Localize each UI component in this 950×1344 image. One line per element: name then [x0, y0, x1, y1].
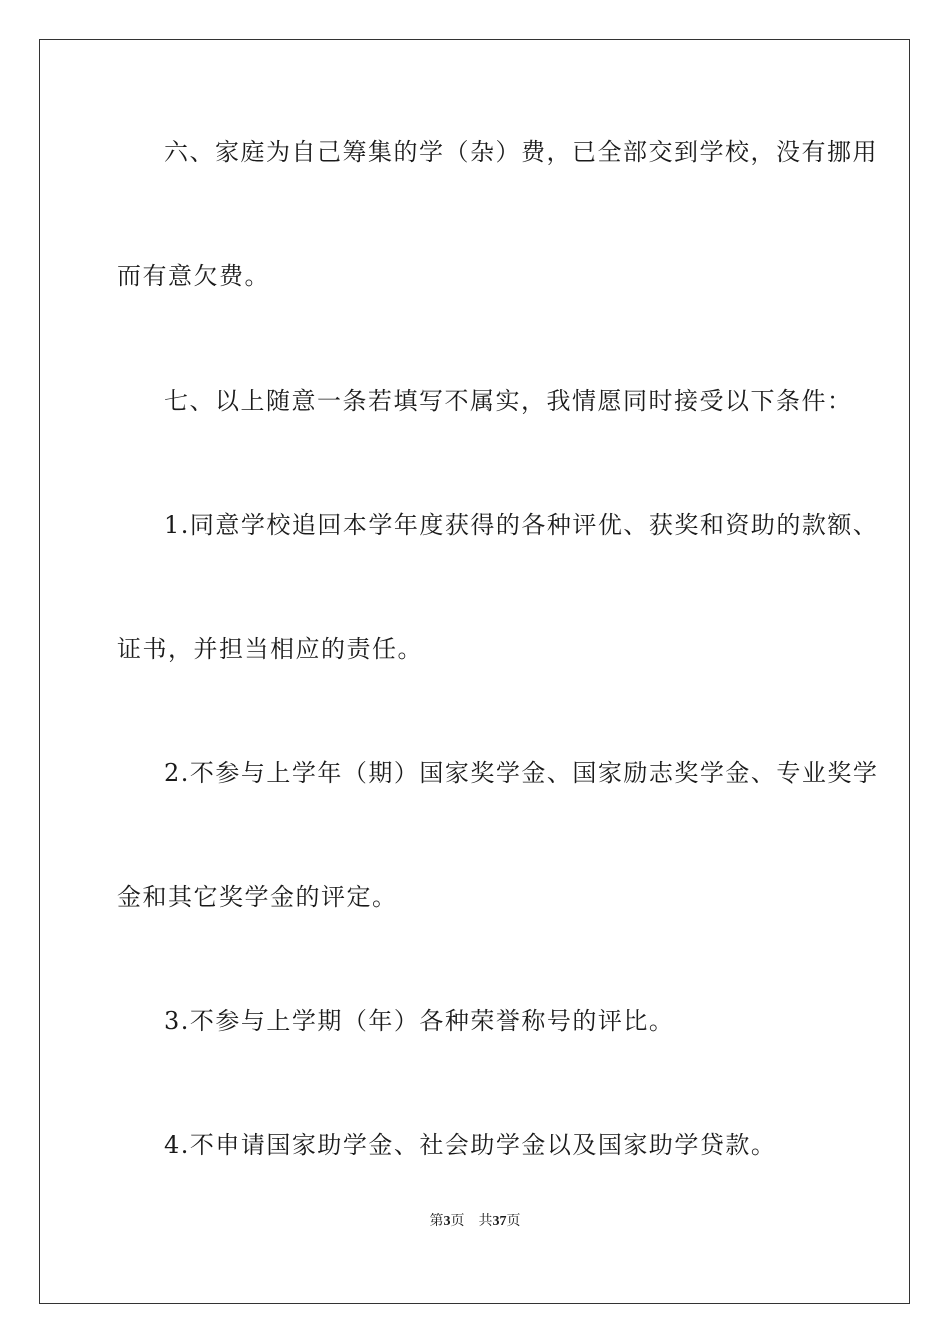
list-item-1: 1.同意学校追回本学年度获得的各种评优、获奖和资助的款额、 — [164, 511, 879, 539]
footer-total-suffix: 页 — [506, 1214, 521, 1229]
paragraph-line-6: 六、家庭为自己筹集的学（杂）费，已全部交到学校，没有挪用 — [164, 138, 878, 166]
page-frame — [39, 39, 910, 1304]
page-footer — [0, 1213, 950, 1231]
list-item-4: 4.不申请国家助学金、社会助学金以及国家助学贷款。 — [164, 1131, 777, 1159]
list-item-2: 2.不参与上学年（期）国家奖学金、国家励志奖学金、专业奖学 — [164, 759, 879, 787]
list-item-2-cont: 金和其它奖学金的评定。 — [117, 883, 398, 911]
footer-total-pages: 37 — [492, 1214, 507, 1229]
footer-page-prefix: 第 — [429, 1214, 444, 1229]
list-item-3: 3.不参与上学期（年）各种荣誉称号的评比。 — [164, 1007, 675, 1035]
paragraph-line-6-cont: 而有意欠费。 — [117, 262, 270, 290]
list-item-1-cont: 证书，并担当相应的责任。 — [117, 635, 423, 663]
footer-total-prefix: 共 — [478, 1214, 493, 1229]
footer-page-number: 3 — [443, 1214, 451, 1229]
footer-page-suffix: 页 — [450, 1214, 465, 1229]
paragraph-line-7: 七、以上随意一条若填写不属实，我情愿同时接受以下条件： — [164, 387, 853, 415]
